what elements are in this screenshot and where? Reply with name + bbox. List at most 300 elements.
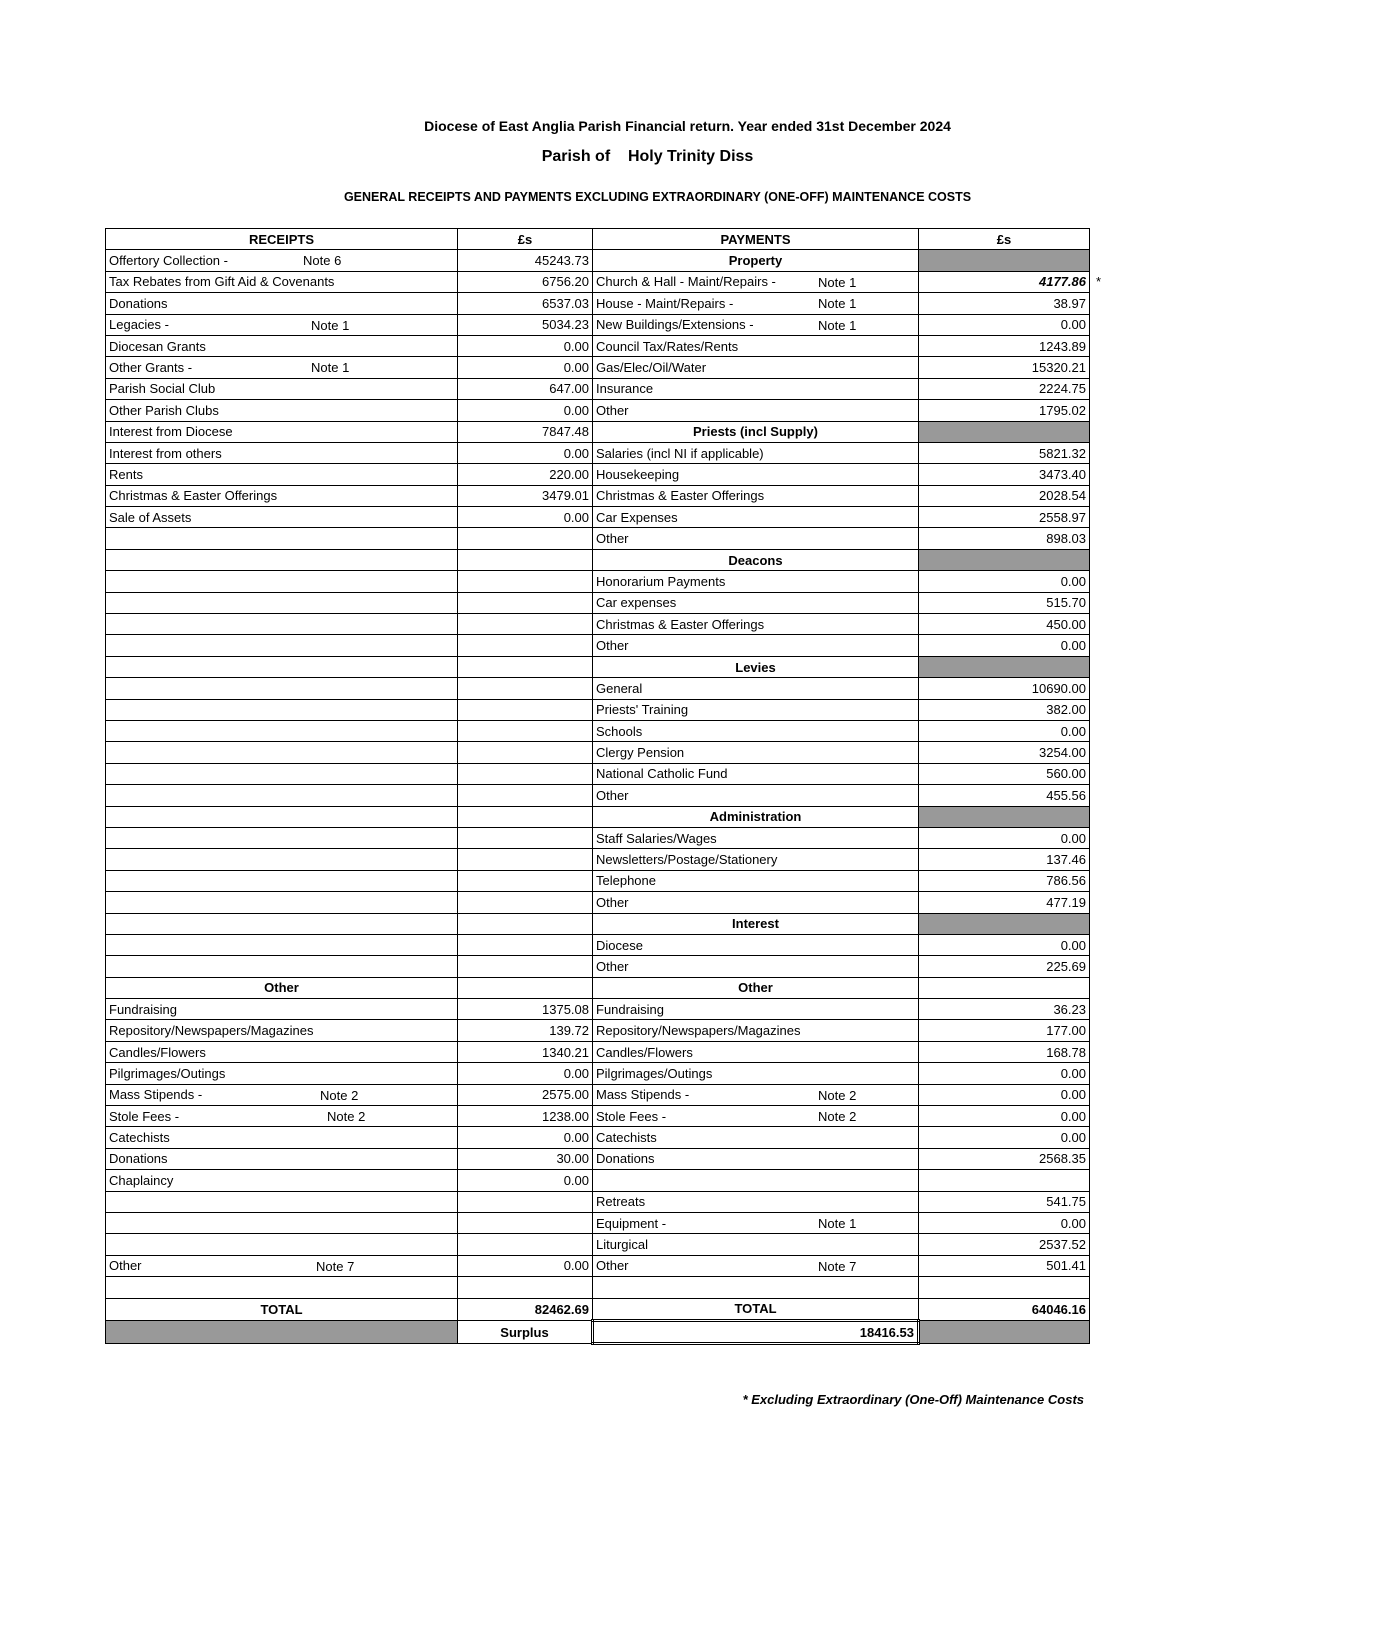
- receipt-amount: 6537.03: [458, 293, 593, 314]
- payment-amount: [919, 1212, 1090, 1233]
- receipts-payments-table: [105, 228, 1101, 1345]
- receipt-amount: 45243.73: [458, 250, 593, 271]
- payment-amount-text: 786.56: [1046, 873, 1086, 889]
- receipt-amount: [458, 699, 593, 720]
- payment-label-text: Mass Stipends -: [596, 1087, 690, 1103]
- receipt-label-text: Interest from others: [109, 445, 222, 461]
- receipt-amount: [458, 678, 593, 699]
- receipt-amount: 0.00: [458, 357, 593, 378]
- payment-amount: [919, 1127, 1090, 1148]
- receipt-amount: [458, 635, 593, 656]
- payment-label-text: Stole Fees -: [596, 1108, 667, 1124]
- table-row: [106, 464, 1090, 485]
- payment-label-text: Retreats: [596, 1194, 646, 1210]
- payment-label: [593, 1212, 919, 1233]
- payment-amount: [919, 485, 1090, 506]
- payment-amount: [919, 1020, 1090, 1041]
- payment-label-text: Christmas & Easter Offerings: [596, 616, 765, 632]
- payment-amount-text: 382.00: [1046, 702, 1086, 718]
- payment-label-text: Other: [596, 402, 629, 418]
- receipt-label: [106, 1277, 458, 1298]
- table-row: [106, 314, 1090, 335]
- receipt-label-text: Diocesan Grants: [109, 338, 206, 354]
- payment-label: [593, 464, 919, 485]
- payment-label-text: Priests' Training: [596, 702, 689, 718]
- receipt-amount: [458, 913, 593, 934]
- payment-label: [593, 293, 919, 314]
- payment-label-text: Other: [596, 531, 629, 547]
- payment-label: [593, 849, 919, 870]
- table-row: [106, 870, 1090, 891]
- payment-amount-text: 560.00: [1046, 766, 1086, 782]
- payment-label-text: Staff Salaries/Wages: [596, 830, 717, 846]
- payment-label-text: House - Maint/Repairs -: [596, 295, 734, 311]
- payment-amount: [919, 849, 1090, 870]
- payment-note: Note 7: [818, 1258, 857, 1274]
- payment-label: [593, 1084, 919, 1105]
- payment-label: [593, 827, 919, 848]
- receipt-label-text: Other Grants -: [109, 360, 193, 376]
- table-row: [106, 1170, 1090, 1191]
- payments-section-heading: Levies: [593, 656, 919, 677]
- payment-amount: [919, 271, 1101, 292]
- receipt-amount: [458, 614, 593, 635]
- receipt-label: [106, 592, 458, 613]
- receipt-label: [106, 827, 458, 848]
- payments-section-heading: Property: [593, 250, 919, 271]
- table-row: [106, 1148, 1090, 1169]
- payment-label: [593, 314, 919, 335]
- payment-amount-text: 2558.97: [1039, 509, 1086, 525]
- payment-amount-text: 501.41: [1046, 1258, 1086, 1274]
- table-row: [106, 742, 1090, 763]
- payment-amount-text: 5821.32: [1039, 445, 1086, 461]
- payment-label: [593, 1148, 919, 1169]
- payment-amount: [919, 1106, 1090, 1127]
- receipt-note: Note 2: [320, 1087, 359, 1103]
- receipt-label-text: Repository/Newspapers/Magazines: [109, 1023, 314, 1039]
- payment-amount-text: 2028.54: [1039, 488, 1086, 504]
- table-row: [106, 1277, 1090, 1298]
- payment-amount: [919, 1148, 1090, 1169]
- payments-section-heading: Deacons: [593, 549, 919, 570]
- table-row: [106, 592, 1090, 613]
- table-row: [106, 614, 1090, 635]
- payment-amount: [919, 956, 1090, 977]
- receipt-label: [106, 870, 458, 891]
- payment-amount: [919, 699, 1090, 720]
- table-row: [106, 1084, 1090, 1105]
- payment-amount-text: 898.03: [1046, 531, 1086, 547]
- payment-label-text: Church & Hall - Maint/Repairs -: [596, 274, 776, 290]
- receipt-amount: 7847.48: [458, 421, 593, 442]
- payment-note: Note 1: [818, 296, 857, 312]
- table-row: [106, 934, 1090, 955]
- receipts-section-heading: Other: [106, 977, 458, 998]
- parish-name: Holy Trinity Diss: [627, 148, 754, 165]
- payment-amount-text: 0.00: [1060, 1130, 1086, 1146]
- receipt-amount: 0.00: [458, 1063, 593, 1084]
- payment-label: [593, 678, 919, 699]
- payment-amount: [919, 977, 1090, 998]
- payment-label-text: Council Tax/Rates/Rents: [596, 338, 739, 354]
- payment-label-text: Christmas & Easter Offerings: [596, 488, 765, 504]
- payment-label: [593, 699, 919, 720]
- payment-label: [593, 1277, 919, 1298]
- payment-amount-text: 515.70: [1046, 595, 1086, 611]
- payment-label-text: Clergy Pension: [596, 745, 685, 761]
- payment-label-text: Newsletters/Postage/Stationery: [596, 852, 778, 868]
- receipt-label: [106, 1020, 458, 1041]
- parish-heading: [0, 148, 1275, 166]
- receipt-label: [106, 892, 458, 913]
- receipt-label: [106, 699, 458, 720]
- payment-label: [593, 1063, 919, 1084]
- receipt-label: [106, 400, 458, 421]
- receipt-amount: 5034.23: [458, 314, 593, 335]
- receipt-label: [106, 1041, 458, 1062]
- receipt-amount: [458, 763, 593, 784]
- receipt-label: [106, 1212, 458, 1233]
- table-row: [106, 1255, 1090, 1276]
- receipts-amount-header: £s: [458, 229, 593, 250]
- receipt-label: [106, 378, 458, 399]
- receipt-amount: [458, 785, 593, 806]
- receipt-label: [106, 357, 458, 378]
- receipt-label: [106, 785, 458, 806]
- table-row: [106, 849, 1090, 870]
- receipt-amount: 2575.00: [458, 1084, 593, 1105]
- receipt-amount: [458, 827, 593, 848]
- payment-label-text: Schools: [596, 723, 643, 739]
- table-row: [106, 293, 1090, 314]
- receipt-label-text: Donations: [109, 1151, 168, 1167]
- payment-amount: [919, 1191, 1090, 1212]
- payment-amount-text: 0.00: [1060, 937, 1086, 953]
- receipt-label: [106, 421, 458, 442]
- receipt-amount: [458, 656, 593, 677]
- payment-amount: [919, 1041, 1090, 1062]
- payment-amount-text: 0.00: [1060, 830, 1086, 846]
- payment-amount: [919, 357, 1090, 378]
- payment-amount: [919, 827, 1090, 848]
- payment-label: [593, 956, 919, 977]
- payment-label: [593, 507, 919, 528]
- payment-amount: [919, 335, 1090, 356]
- receipt-amount: [458, 742, 593, 763]
- payment-amount: [919, 999, 1090, 1020]
- receipt-label: [106, 528, 458, 549]
- shaded-cell: [919, 806, 1090, 827]
- receipt-amount: 0.00: [458, 442, 593, 463]
- receipts-total: 82462.69: [458, 1298, 593, 1320]
- receipt-label: [106, 1084, 458, 1105]
- footnote: * Excluding Extraordinary (One-Off) Maintenance Costs: [742, 1392, 1084, 1407]
- receipts-header: RECEIPTS: [106, 229, 458, 250]
- payment-note: Note 1: [818, 1215, 857, 1231]
- table-row: [106, 528, 1090, 549]
- receipt-label: [106, 678, 458, 699]
- payment-amount-text: 0.00: [1060, 573, 1086, 589]
- receipt-label-text: Offertory Collection -: [109, 253, 228, 269]
- payment-amount: [919, 1234, 1090, 1255]
- table-row: [106, 357, 1090, 378]
- table-row: [106, 442, 1090, 463]
- receipt-label: [106, 1127, 458, 1148]
- receipt-amount: [458, 720, 593, 741]
- payment-amount-text: 0.00: [1060, 1215, 1086, 1231]
- payment-label: [593, 934, 919, 955]
- receipt-amount: 1340.21: [458, 1041, 593, 1062]
- table-row: [106, 1127, 1090, 1148]
- receipt-label: [106, 635, 458, 656]
- table-row: [106, 571, 1090, 592]
- payment-amount: [919, 400, 1090, 421]
- receipt-label-text: Donations: [109, 295, 168, 311]
- payment-amount: [919, 592, 1090, 613]
- receipt-label: [106, 549, 458, 570]
- payment-label-text: Other: [596, 638, 629, 654]
- receipt-amount: 0.00: [458, 1255, 593, 1276]
- payment-label-text: Car Expenses: [596, 509, 678, 525]
- receipt-label: [106, 507, 458, 528]
- receipt-label: [106, 656, 458, 677]
- payment-label-text: Catechists: [596, 1130, 657, 1146]
- table-row: [106, 485, 1090, 506]
- receipt-label: [106, 1106, 458, 1127]
- receipt-label-text: Interest from Diocese: [109, 424, 233, 440]
- receipt-amount: [458, 1212, 593, 1233]
- table-row: [106, 1191, 1090, 1212]
- receipt-label-text: Mass Stipends -: [109, 1087, 203, 1103]
- payment-label: [593, 1255, 919, 1276]
- payment-label-text: Fundraising: [596, 1001, 664, 1017]
- receipt-label-text: Candles/Flowers: [109, 1044, 206, 1060]
- receipt-amount: [458, 549, 593, 570]
- payment-amount: [919, 785, 1090, 806]
- receipt-amount: 220.00: [458, 464, 593, 485]
- receipt-label: [106, 934, 458, 955]
- payment-amount: [919, 314, 1090, 335]
- payment-amount-text: 10690.00: [1031, 680, 1086, 696]
- payment-amount-text: 0.00: [1060, 317, 1086, 333]
- payment-label: [593, 571, 919, 592]
- receipt-amount: 647.00: [458, 378, 593, 399]
- table-row: [106, 720, 1090, 741]
- payment-amount: [919, 763, 1090, 784]
- table-row: [106, 635, 1090, 656]
- receipt-amount: [458, 592, 593, 613]
- receipt-label: [106, 742, 458, 763]
- payment-label: [593, 1234, 919, 1255]
- receipt-label-text: Tax Rebates from Gift Aid & Covenants: [109, 274, 335, 290]
- receipt-amount: 0.00: [458, 1127, 593, 1148]
- payment-label-text: General: [596, 680, 643, 696]
- receipt-label: [106, 442, 458, 463]
- payments-section-heading: Priests (incl Supply): [593, 421, 919, 442]
- payment-label: [593, 1170, 919, 1191]
- table-row: [106, 421, 1090, 442]
- receipt-amount: 3479.01: [458, 485, 593, 506]
- table-row: [106, 507, 1090, 528]
- table-row: [106, 827, 1090, 848]
- payment-amount: [919, 635, 1090, 656]
- payment-label-text: Insurance: [596, 381, 654, 397]
- receipt-label: [106, 571, 458, 592]
- payment-amount: [919, 934, 1090, 955]
- receipt-label-text: Other Parish Clubs: [109, 402, 219, 418]
- shaded-cell: [919, 250, 1090, 271]
- receipts-total-label: TOTAL: [106, 1298, 458, 1320]
- receipt-label-text: Christmas & Easter Offerings: [109, 488, 278, 504]
- payment-label: [593, 528, 919, 549]
- table-row: [106, 678, 1090, 699]
- payment-label: [593, 635, 919, 656]
- receipt-amount: 0.00: [458, 335, 593, 356]
- payment-note: Note 1: [818, 274, 857, 290]
- receipt-label-text: Other: [109, 1258, 142, 1274]
- payment-amount-text: 225.69: [1046, 958, 1086, 974]
- table-row: [106, 1234, 1090, 1255]
- payment-note: Note 2: [818, 1087, 857, 1103]
- surplus-label: Surplus: [458, 1320, 593, 1343]
- payment-amount-text: 38.97: [1053, 295, 1086, 311]
- payment-note: Note 2: [818, 1109, 857, 1125]
- payment-note: Note 1: [818, 317, 857, 333]
- payment-amount: [919, 1255, 1090, 1276]
- receipt-amount: [458, 1277, 593, 1298]
- payment-amount: [919, 1277, 1090, 1298]
- receipt-label: [106, 464, 458, 485]
- payment-label: [593, 271, 919, 292]
- surplus-value: 18416.53: [593, 1320, 919, 1343]
- asterisk-marker: *: [1095, 273, 1101, 289]
- table-row: [106, 400, 1090, 421]
- totals-row: [106, 1298, 1090, 1320]
- payment-label-text: Equipment -: [596, 1215, 667, 1231]
- table-row: [106, 250, 1090, 271]
- receipt-amount: [458, 892, 593, 913]
- receipt-label-text: Fundraising: [109, 1001, 177, 1017]
- payment-amount: [919, 442, 1090, 463]
- receipt-amount: 0.00: [458, 507, 593, 528]
- payment-label-text: Telephone: [596, 873, 656, 889]
- payment-label-text: Other: [596, 894, 629, 910]
- payment-label: [593, 1106, 919, 1127]
- receipt-label: [106, 1063, 458, 1084]
- payments-amount-header: £s: [919, 229, 1090, 250]
- payment-label-text: Repository/Newspapers/Magazines: [596, 1023, 801, 1039]
- payment-amount: [919, 892, 1090, 913]
- payment-amount-text: 168.78: [1046, 1044, 1086, 1060]
- receipt-label: [106, 1148, 458, 1169]
- receipt-label: [106, 1191, 458, 1212]
- payment-amount-text: 0.00: [1060, 723, 1086, 739]
- payment-label-text: Candles/Flowers: [596, 1044, 693, 1060]
- receipt-amount: 139.72: [458, 1020, 593, 1041]
- payment-amount-text: 455.56: [1046, 787, 1086, 803]
- table-row: [106, 271, 1090, 292]
- receipt-amount: [458, 849, 593, 870]
- table-row: [106, 1020, 1090, 1041]
- payments-total-label: TOTAL: [593, 1298, 919, 1320]
- payment-amount-text: 2224.75: [1039, 381, 1086, 397]
- receipt-amount: 0.00: [458, 1170, 593, 1191]
- payment-amount: [919, 571, 1090, 592]
- payment-label-text: Diocese: [596, 937, 643, 953]
- payment-amount-text: 1243.89: [1039, 338, 1086, 354]
- payment-amount: [919, 378, 1090, 399]
- payment-label-text: Other: [596, 787, 629, 803]
- table-row: [106, 1041, 1090, 1062]
- document-subtitle: GENERAL RECEIPTS AND PAYMENTS EXCLUDING EXTRAORDINARY (ONE-OFF) MAINTENANCE COSTS: [343, 190, 972, 204]
- receipt-label-text: Stole Fees -: [109, 1108, 180, 1124]
- table-row: [106, 1106, 1090, 1127]
- payment-label-text: Pilgrimages/Outings: [596, 1065, 713, 1081]
- receipt-label: [106, 485, 458, 506]
- payment-label-text: Honorarium Payments: [596, 573, 726, 589]
- payment-amount: [919, 678, 1090, 699]
- receipt-note: Note 6: [303, 253, 342, 269]
- payment-label: [593, 1041, 919, 1062]
- receipt-label-text: Legacies -: [109, 317, 169, 333]
- table-row: [106, 977, 1090, 998]
- receipt-note: Note 1: [311, 360, 350, 376]
- payment-label: [593, 442, 919, 463]
- payment-amount-text: 137.46: [1046, 852, 1086, 868]
- table-header-row: [106, 229, 1090, 250]
- shaded-cell: [106, 1320, 458, 1343]
- payment-label-text: Salaries (incl NI if applicable): [596, 445, 764, 461]
- table-row: [106, 1063, 1090, 1084]
- payment-label: [593, 335, 919, 356]
- payment-label: [593, 785, 919, 806]
- payment-amount-text: 15320.21: [1031, 360, 1086, 376]
- payment-amount-text: 541.75: [1046, 1194, 1086, 1210]
- payment-label-text: Gas/Elec/Oil/Water: [596, 360, 707, 376]
- payment-amount: [919, 293, 1090, 314]
- payment-label: [593, 720, 919, 741]
- payment-amount-text: 0.00: [1060, 1065, 1086, 1081]
- payment-amount-text: 3473.40: [1039, 466, 1086, 482]
- payments-section-heading: Interest: [593, 913, 919, 934]
- receipt-label: [106, 913, 458, 934]
- receipt-label: [106, 250, 458, 271]
- parish-label: Parish of: [541, 148, 611, 165]
- receipt-label-text: Pilgrimages/Outings: [109, 1065, 226, 1081]
- shaded-cell: [919, 421, 1090, 442]
- payment-label-text: Liturgical: [596, 1237, 649, 1253]
- payment-label-text: Car expenses: [596, 595, 677, 611]
- payment-amount-text: 3254.00: [1039, 745, 1086, 761]
- receipt-amount: [458, 806, 593, 827]
- payments-total: 64046.16: [919, 1298, 1090, 1320]
- payment-amount-text: 2537.52: [1039, 1237, 1086, 1253]
- receipt-label: [106, 314, 458, 335]
- receipt-label: [106, 999, 458, 1020]
- payment-amount-text: 0.00: [1060, 1087, 1086, 1103]
- document-title: Diocese of East Anglia Parish Financial return. Year ended 31st December 2024: [424, 118, 951, 134]
- shaded-cell: [919, 656, 1090, 677]
- payment-label: [593, 892, 919, 913]
- table-row: [106, 699, 1090, 720]
- receipt-label: [106, 956, 458, 977]
- payment-label-text: Other: [596, 1258, 629, 1274]
- payment-label: [593, 763, 919, 784]
- surplus-row: [106, 1320, 1090, 1343]
- receipt-label: [106, 271, 458, 292]
- payment-amount-text: 0.00: [1060, 638, 1086, 654]
